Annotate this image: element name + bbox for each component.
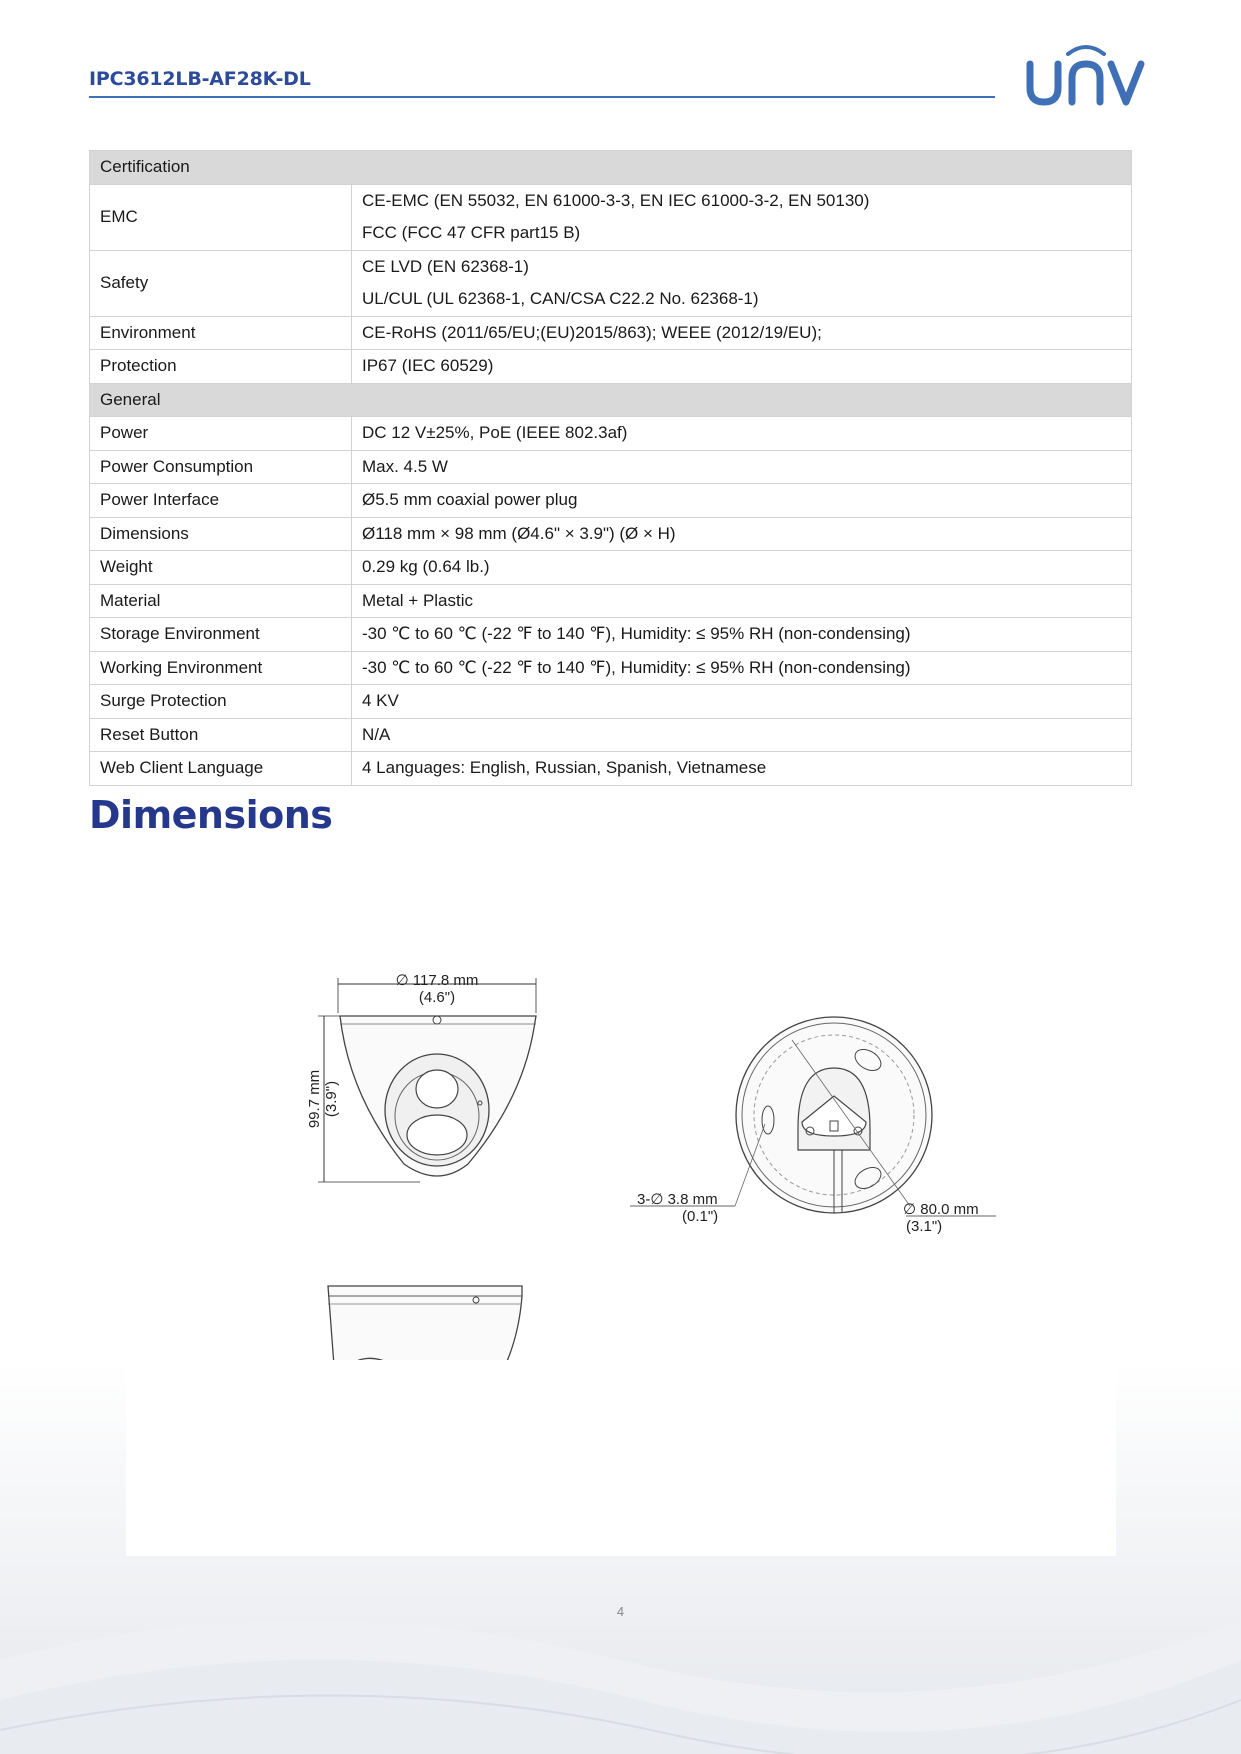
spec-value-cell (352, 250, 1132, 316)
spec-value: 4 Languages: English, Russian, Spanish, Vietnamese (362, 758, 767, 777)
spec-value-cell (352, 484, 1132, 518)
spec-label: Power Interface (90, 484, 352, 518)
header-rule (89, 96, 995, 98)
spec-label: Working Environment (90, 651, 352, 685)
specification-table (89, 150, 1132, 786)
spec-row (90, 718, 1132, 752)
section-title: General (90, 383, 1132, 417)
front-height-in: (3.9") (323, 1080, 340, 1118)
spec-value: Max. 4.5 W (362, 456, 448, 476)
mount-circle-mm: ∅ 80.0 mm (903, 1201, 979, 1218)
page-number: 4 (616, 1604, 625, 1619)
spec-label: EMC (90, 184, 352, 250)
spec-value: Metal + Plastic (362, 590, 474, 610)
spec-label: Environment (90, 316, 352, 350)
spec-row (90, 350, 1132, 384)
dimensions-heading: Dimensions (89, 793, 333, 837)
spec-row (90, 417, 1132, 451)
spec-row (90, 618, 1132, 652)
spec-value-cell (352, 417, 1132, 451)
front-width-in: (4.6") (418, 989, 456, 1006)
spec-value-cell (352, 718, 1132, 752)
spec-value: -30 ℃ to 60 ℃ (-22 ℉ to 140 ℉), Humidity: ≤ 95% RH (non-condensing) (362, 624, 911, 643)
mount-circle-in: (3.1") (906, 1218, 943, 1235)
spec-value: Ø5.5 mm coaxial power plug (362, 490, 578, 509)
spec-row (90, 685, 1132, 719)
spec-value: CE LVD (EN 62368-1) (362, 256, 529, 276)
spec-value-cell (352, 450, 1132, 484)
spec-value-cell (352, 350, 1132, 384)
spec-row (90, 184, 1132, 250)
spec-value: UL/CUL (UL 62368-1, CAN/CSA C22.2 No. 62368-1) (362, 289, 759, 308)
spec-value-cell (352, 618, 1132, 652)
section-header-row (90, 151, 1132, 185)
front-view-drawing (300, 968, 560, 1198)
front-height-mm: 99.7 mm (306, 1069, 323, 1129)
section-title: Certification (90, 151, 1132, 185)
spec-label: Power (90, 417, 352, 451)
spec-row (90, 584, 1132, 618)
spec-label: Storage Environment (90, 618, 352, 652)
spec-label: Weight (90, 551, 352, 585)
hole-diameter-in: (0.1") (682, 1208, 719, 1225)
spec-value-cell (352, 584, 1132, 618)
spec-label: Safety (90, 250, 352, 316)
spec-label: Surge Protection (90, 685, 352, 719)
unv-logo (1026, 40, 1148, 110)
spec-value: IP67 (IEC 60529) (362, 356, 494, 375)
spec-value-cell (352, 551, 1132, 585)
spec-value: DC 12 V±25%, PoE (IEEE 802.3af) (362, 423, 628, 442)
spec-value: N/A (362, 724, 391, 744)
footer-wave-decoration (0, 1360, 1241, 1754)
spec-row (90, 250, 1132, 316)
spec-value: 4 KV (362, 691, 399, 710)
spec-row (90, 551, 1132, 585)
spec-row (90, 316, 1132, 350)
spec-label: Material (90, 584, 352, 618)
spec-value: CE-RoHS (2011/65/EU;(EU)2015/863); WEEE (2012/19/EU); (362, 322, 822, 342)
spec-value-cell (352, 184, 1132, 250)
spec-row (90, 450, 1132, 484)
spec-label: Power Consumption (90, 450, 352, 484)
bottom-view-drawing (620, 1010, 1010, 1240)
spec-label: Web Client Language (90, 752, 352, 786)
front-width-mm: ∅ 117.8 mm (395, 972, 479, 989)
hole-diameter-mm: 3-∅ 3.8 mm (637, 1191, 718, 1208)
spec-value-cell (352, 752, 1132, 786)
spec-value: 0.29 kg (0.64 lb.) (362, 557, 490, 576)
spec-row (90, 651, 1132, 685)
spec-label: Dimensions (90, 517, 352, 551)
section-header-row (90, 383, 1132, 417)
spec-value: CE-EMC (EN 55032, EN 61000-3-3, EN IEC 61000-3-2, EN 50130) (362, 190, 870, 210)
spec-value-cell (352, 651, 1132, 685)
spec-label: Reset Button (90, 718, 352, 752)
document-model-title: IPC3612LB-AF28K-DL (89, 68, 311, 90)
spec-value: -30 ℃ to 60 ℃ (-22 ℉ to 140 ℉), Humidity: ≤ 95% RH (non-condensing) (362, 657, 911, 677)
spec-value-cell (352, 316, 1132, 350)
spec-value-cell (352, 685, 1132, 719)
spec-row (90, 517, 1132, 551)
spec-value: Ø118 mm × 98 mm (Ø4.6" × 3.9") (Ø × H) (362, 523, 676, 543)
spec-row (90, 484, 1132, 518)
spec-value: FCC (FCC 47 CFR part15 B) (362, 223, 581, 242)
spec-row (90, 752, 1132, 786)
spec-value-cell (352, 517, 1132, 551)
spec-label: Protection (90, 350, 352, 384)
